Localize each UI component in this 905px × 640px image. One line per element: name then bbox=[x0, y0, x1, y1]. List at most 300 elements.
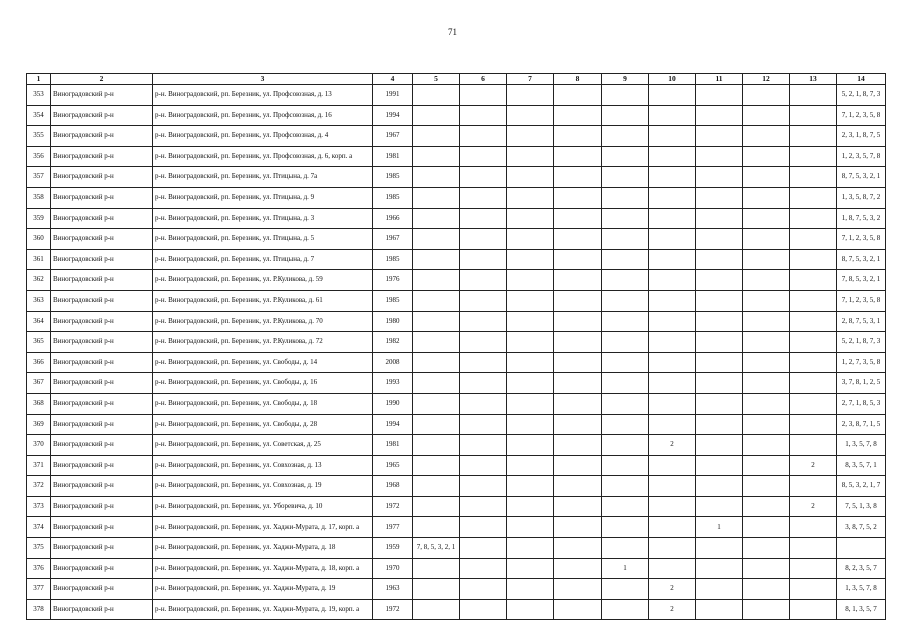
cell-address: р-н. Виноградовский, рп. Березник, ул. Хаджи-Мурата, д. 18 bbox=[153, 538, 373, 559]
cell-col-5 bbox=[413, 435, 460, 456]
cell-col-6 bbox=[460, 476, 507, 497]
table-row bbox=[27, 146, 886, 167]
cell-col-12 bbox=[743, 414, 790, 435]
cell-col-11 bbox=[696, 496, 743, 517]
cell-col-9 bbox=[602, 599, 649, 620]
cell-col-7 bbox=[507, 332, 554, 353]
cell-col-5 bbox=[413, 187, 460, 208]
cell-year: 1981 bbox=[373, 146, 413, 167]
cell-codes: 8, 5, 3, 2, 1, 7 bbox=[837, 476, 886, 497]
cell-row-number: 369 bbox=[27, 414, 51, 435]
cell-col-12 bbox=[743, 538, 790, 559]
cell-row-number: 354 bbox=[27, 105, 51, 126]
cell-col-11 bbox=[696, 414, 743, 435]
cell-col-9 bbox=[602, 435, 649, 456]
cell-col-13 bbox=[790, 476, 837, 497]
cell-col-5 bbox=[413, 352, 460, 373]
cell-col-11 bbox=[696, 599, 743, 620]
cell-col-13 bbox=[790, 229, 837, 250]
table-row bbox=[27, 105, 886, 126]
cell-codes: 3, 7, 8, 1, 2, 5 bbox=[837, 373, 886, 394]
column-header-9: 9 bbox=[602, 74, 649, 85]
cell-col-13 bbox=[790, 373, 837, 394]
cell-address: р-н. Виноградовский, рп. Березник, ул. Профсоюзная, д. 16 bbox=[153, 105, 373, 126]
cell-district: Виноградовский р-н bbox=[51, 332, 153, 353]
cell-col-6 bbox=[460, 393, 507, 414]
cell-col-8 bbox=[554, 579, 602, 600]
cell-col-10 bbox=[649, 311, 696, 332]
table-row bbox=[27, 290, 886, 311]
cell-col-11 bbox=[696, 270, 743, 291]
cell-col-13 bbox=[790, 85, 837, 106]
cell-codes: 1, 2, 7, 3, 5, 8 bbox=[837, 352, 886, 373]
cell-col-8 bbox=[554, 414, 602, 435]
cell-col-12 bbox=[743, 208, 790, 229]
cell-year: 1982 bbox=[373, 332, 413, 353]
table-row bbox=[27, 229, 886, 250]
cell-codes: 5, 2, 1, 8, 7, 3 bbox=[837, 85, 886, 106]
cell-col-10 bbox=[649, 373, 696, 394]
cell-col-5 bbox=[413, 517, 460, 538]
cell-col-11 bbox=[696, 476, 743, 497]
cell-col-5 bbox=[413, 167, 460, 188]
cell-col-9 bbox=[602, 352, 649, 373]
cell-col-6 bbox=[460, 517, 507, 538]
cell-col-5 bbox=[413, 229, 460, 250]
cell-codes: 8, 1, 3, 5, 7 bbox=[837, 599, 886, 620]
cell-col-7 bbox=[507, 538, 554, 559]
cell-col-11 bbox=[696, 85, 743, 106]
cell-col-12 bbox=[743, 332, 790, 353]
cell-col-6 bbox=[460, 249, 507, 270]
cell-col-9 bbox=[602, 229, 649, 250]
cell-col-5 bbox=[413, 599, 460, 620]
cell-col-13 bbox=[790, 352, 837, 373]
cell-row-number: 366 bbox=[27, 352, 51, 373]
cell-address: р-н. Виноградовский, рп. Березник, ул. Р.Куликова, д. 59 bbox=[153, 270, 373, 291]
cell-address: р-н. Виноградовский, рп. Березник, ул. Птицына, д. 7а bbox=[153, 167, 373, 188]
cell-col-10 bbox=[649, 558, 696, 579]
cell-col-8 bbox=[554, 146, 602, 167]
cell-col-11 bbox=[696, 311, 743, 332]
cell-row-number: 364 bbox=[27, 311, 51, 332]
cell-col-13 bbox=[790, 167, 837, 188]
cell-col-10: 2 bbox=[649, 599, 696, 620]
cell-col-8 bbox=[554, 270, 602, 291]
cell-col-5 bbox=[413, 126, 460, 147]
cell-address: р-н. Виноградовский, рп. Березник, ул. Хаджи-Мурата, д. 19, корп. а bbox=[153, 599, 373, 620]
cell-col-13 bbox=[790, 538, 837, 559]
cell-col-13 bbox=[790, 270, 837, 291]
cell-address: р-н. Виноградовский, рп. Березник, ул. Р.Куликова, д. 61 bbox=[153, 290, 373, 311]
cell-col-9: 1 bbox=[602, 558, 649, 579]
cell-codes: 7, 1, 2, 3, 5, 8 bbox=[837, 290, 886, 311]
cell-year: 1967 bbox=[373, 229, 413, 250]
cell-row-number: 378 bbox=[27, 599, 51, 620]
cell-col-8 bbox=[554, 393, 602, 414]
cell-address: р-н. Виноградовский, рп. Березник, ул. Профсоюзная, д. 13 bbox=[153, 85, 373, 106]
cell-col-6 bbox=[460, 290, 507, 311]
cell-district: Виноградовский р-н bbox=[51, 496, 153, 517]
cell-year: 1993 bbox=[373, 373, 413, 394]
table-row bbox=[27, 187, 886, 208]
cell-col-7 bbox=[507, 352, 554, 373]
cell-year: 1963 bbox=[373, 579, 413, 600]
cell-district: Виноградовский р-н bbox=[51, 167, 153, 188]
cell-col-8 bbox=[554, 105, 602, 126]
cell-row-number: 357 bbox=[27, 167, 51, 188]
cell-codes: 2, 3, 8, 7, 1, 5 bbox=[837, 414, 886, 435]
cell-col-9 bbox=[602, 455, 649, 476]
header-row bbox=[27, 74, 886, 85]
cell-col-5 bbox=[413, 373, 460, 394]
cell-col-7 bbox=[507, 229, 554, 250]
cell-col-13 bbox=[790, 599, 837, 620]
cell-col-7 bbox=[507, 126, 554, 147]
cell-district: Виноградовский р-н bbox=[51, 187, 153, 208]
cell-col-13 bbox=[790, 311, 837, 332]
cell-codes: 8, 2, 3, 5, 7 bbox=[837, 558, 886, 579]
cell-codes: 8, 7, 5, 3, 2, 1 bbox=[837, 167, 886, 188]
cell-col-9 bbox=[602, 270, 649, 291]
cell-col-11 bbox=[696, 538, 743, 559]
table-row bbox=[27, 352, 886, 373]
cell-year: 2008 bbox=[373, 352, 413, 373]
column-header-7: 7 bbox=[507, 74, 554, 85]
column-header-5: 5 bbox=[413, 74, 460, 85]
cell-col-8 bbox=[554, 558, 602, 579]
cell-col-5 bbox=[413, 249, 460, 270]
cell-col-6 bbox=[460, 599, 507, 620]
cell-col-11 bbox=[696, 352, 743, 373]
cell-year: 1977 bbox=[373, 517, 413, 538]
table-row bbox=[27, 373, 886, 394]
cell-row-number: 368 bbox=[27, 393, 51, 414]
cell-col-12 bbox=[743, 249, 790, 270]
cell-col-9 bbox=[602, 373, 649, 394]
cell-year: 1968 bbox=[373, 476, 413, 497]
cell-district: Виноградовский р-н bbox=[51, 476, 153, 497]
cell-row-number: 365 bbox=[27, 332, 51, 353]
cell-col-12 bbox=[743, 290, 790, 311]
cell-address: р-н. Виноградовский, рп. Березник, ул. Профсоюзная, д. 4 bbox=[153, 126, 373, 147]
cell-col-6 bbox=[460, 208, 507, 229]
cell-col-12 bbox=[743, 229, 790, 250]
cell-col-11 bbox=[696, 290, 743, 311]
cell-col-10 bbox=[649, 270, 696, 291]
column-header-8: 8 bbox=[554, 74, 602, 85]
cell-col-9 bbox=[602, 249, 649, 270]
cell-col-7 bbox=[507, 85, 554, 106]
cell-codes: 7, 1, 2, 3, 5, 8 bbox=[837, 229, 886, 250]
cell-year: 1985 bbox=[373, 249, 413, 270]
cell-col-6 bbox=[460, 311, 507, 332]
cell-col-10: 2 bbox=[649, 435, 696, 456]
table-row bbox=[27, 167, 886, 188]
cell-col-8 bbox=[554, 352, 602, 373]
cell-codes: 1, 2, 3, 5, 7, 8 bbox=[837, 146, 886, 167]
column-header-3: 3 bbox=[153, 74, 373, 85]
cell-col-5 bbox=[413, 579, 460, 600]
cell-col-12 bbox=[743, 270, 790, 291]
column-header-6: 6 bbox=[460, 74, 507, 85]
cell-col-12 bbox=[743, 105, 790, 126]
cell-col-10 bbox=[649, 187, 696, 208]
cell-col-9 bbox=[602, 290, 649, 311]
table-row bbox=[27, 270, 886, 291]
table-row bbox=[27, 517, 886, 538]
cell-col-13: 2 bbox=[790, 455, 837, 476]
cell-col-8 bbox=[554, 435, 602, 456]
cell-col-7 bbox=[507, 476, 554, 497]
table-row bbox=[27, 208, 886, 229]
cell-year: 1959 bbox=[373, 538, 413, 559]
cell-col-7 bbox=[507, 435, 554, 456]
cell-district: Виноградовский р-н bbox=[51, 558, 153, 579]
column-header-13: 13 bbox=[790, 74, 837, 85]
cell-col-12 bbox=[743, 167, 790, 188]
cell-col-13 bbox=[790, 187, 837, 208]
cell-row-number: 375 bbox=[27, 538, 51, 559]
cell-col-5 bbox=[413, 105, 460, 126]
cell-col-8 bbox=[554, 476, 602, 497]
cell-address: р-н. Виноградовский, рп. Березник, ул. Птицына, д. 7 bbox=[153, 249, 373, 270]
cell-col-9 bbox=[602, 105, 649, 126]
cell-district: Виноградовский р-н bbox=[51, 435, 153, 456]
cell-col-6 bbox=[460, 579, 507, 600]
cell-col-12 bbox=[743, 517, 790, 538]
cell-col-11 bbox=[696, 126, 743, 147]
cell-district: Виноградовский р-н bbox=[51, 517, 153, 538]
cell-col-7 bbox=[507, 373, 554, 394]
table-row bbox=[27, 435, 886, 456]
cell-col-6 bbox=[460, 332, 507, 353]
cell-col-13 bbox=[790, 332, 837, 353]
cell-year: 1985 bbox=[373, 290, 413, 311]
cell-year: 1972 bbox=[373, 496, 413, 517]
cell-district: Виноградовский р-н bbox=[51, 126, 153, 147]
cell-codes: 1, 3, 5, 7, 8 bbox=[837, 579, 886, 600]
cell-district: Виноградовский р-н bbox=[51, 393, 153, 414]
cell-col-12 bbox=[743, 599, 790, 620]
cell-col-11 bbox=[696, 558, 743, 579]
cell-col-5 bbox=[413, 476, 460, 497]
cell-row-number: 361 bbox=[27, 249, 51, 270]
cell-col-6 bbox=[460, 455, 507, 476]
cell-address: р-н. Виноградовский, рп. Березник, ул. Свободы, д. 18 bbox=[153, 393, 373, 414]
cell-year: 1994 bbox=[373, 414, 413, 435]
table-row bbox=[27, 126, 886, 147]
cell-col-8 bbox=[554, 208, 602, 229]
cell-row-number: 356 bbox=[27, 146, 51, 167]
cell-col-6 bbox=[460, 414, 507, 435]
cell-year: 1980 bbox=[373, 311, 413, 332]
cell-col-9 bbox=[602, 311, 649, 332]
cell-col-8 bbox=[554, 538, 602, 559]
cell-col-10 bbox=[649, 126, 696, 147]
table-row bbox=[27, 455, 886, 476]
cell-col-8 bbox=[554, 373, 602, 394]
cell-col-9 bbox=[602, 538, 649, 559]
column-header-1: 1 bbox=[27, 74, 51, 85]
cell-col-12 bbox=[743, 476, 790, 497]
registry-table bbox=[26, 73, 886, 620]
cell-col-8 bbox=[554, 126, 602, 147]
cell-col-13 bbox=[790, 414, 837, 435]
cell-col-7 bbox=[507, 208, 554, 229]
cell-codes: 7, 8, 5, 3, 2, 1 bbox=[837, 270, 886, 291]
column-header-14: 14 bbox=[837, 74, 886, 85]
cell-district: Виноградовский р-н bbox=[51, 599, 153, 620]
page-number: 71 bbox=[448, 27, 457, 37]
cell-row-number: 367 bbox=[27, 373, 51, 394]
cell-col-10 bbox=[649, 85, 696, 106]
cell-col-9 bbox=[602, 332, 649, 353]
cell-col-5 bbox=[413, 85, 460, 106]
column-header-4: 4 bbox=[373, 74, 413, 85]
cell-col-5 bbox=[413, 146, 460, 167]
cell-col-7 bbox=[507, 146, 554, 167]
cell-col-7 bbox=[507, 414, 554, 435]
cell-col-10 bbox=[649, 393, 696, 414]
cell-col-13 bbox=[790, 558, 837, 579]
cell-col-11 bbox=[696, 373, 743, 394]
cell-row-number: 353 bbox=[27, 85, 51, 106]
cell-col-12 bbox=[743, 187, 790, 208]
cell-district: Виноградовский р-н bbox=[51, 270, 153, 291]
cell-row-number: 359 bbox=[27, 208, 51, 229]
cell-col-12 bbox=[743, 85, 790, 106]
cell-col-9 bbox=[602, 496, 649, 517]
cell-year: 1972 bbox=[373, 599, 413, 620]
cell-col-11 bbox=[696, 167, 743, 188]
cell-col-5 bbox=[413, 332, 460, 353]
cell-row-number: 370 bbox=[27, 435, 51, 456]
cell-col-9 bbox=[602, 579, 649, 600]
cell-col-12 bbox=[743, 373, 790, 394]
cell-col-6 bbox=[460, 85, 507, 106]
cell-row-number: 363 bbox=[27, 290, 51, 311]
cell-col-8 bbox=[554, 455, 602, 476]
cell-col-6 bbox=[460, 270, 507, 291]
cell-col-7 bbox=[507, 105, 554, 126]
cell-col-6 bbox=[460, 352, 507, 373]
cell-col-13 bbox=[790, 517, 837, 538]
cell-district: Виноградовский р-н bbox=[51, 290, 153, 311]
cell-col-10 bbox=[649, 146, 696, 167]
cell-col-13 bbox=[790, 579, 837, 600]
cell-codes: 7, 1, 2, 3, 5, 8 bbox=[837, 105, 886, 126]
cell-col-11 bbox=[696, 579, 743, 600]
cell-col-12 bbox=[743, 579, 790, 600]
cell-col-10 bbox=[649, 332, 696, 353]
cell-col-5 bbox=[413, 393, 460, 414]
cell-col-11 bbox=[696, 146, 743, 167]
column-header-10: 10 bbox=[649, 74, 696, 85]
cell-row-number: 362 bbox=[27, 270, 51, 291]
cell-address: р-н. Виноградовский, рп. Березник, ул. Совхозная, д. 13 bbox=[153, 455, 373, 476]
cell-address: р-н. Виноградовский, рп. Березник, ул. Хаджи-Мурата, д. 17, корп. а bbox=[153, 517, 373, 538]
cell-district: Виноградовский р-н bbox=[51, 455, 153, 476]
cell-row-number: 371 bbox=[27, 455, 51, 476]
cell-codes: 5, 2, 1, 8, 7, 3 bbox=[837, 332, 886, 353]
column-header-12: 12 bbox=[743, 74, 790, 85]
cell-col-10 bbox=[649, 208, 696, 229]
table-row bbox=[27, 414, 886, 435]
cell-col-10 bbox=[649, 352, 696, 373]
cell-col-13 bbox=[790, 290, 837, 311]
cell-col-8 bbox=[554, 187, 602, 208]
cell-col-8 bbox=[554, 496, 602, 517]
cell-col-10 bbox=[649, 249, 696, 270]
cell-col-7 bbox=[507, 455, 554, 476]
cell-address: р-н. Виноградовский, рп. Березник, ул. Птицына, д. 3 bbox=[153, 208, 373, 229]
cell-col-7 bbox=[507, 496, 554, 517]
cell-year: 1985 bbox=[373, 167, 413, 188]
cell-col-6 bbox=[460, 126, 507, 147]
cell-col-5 bbox=[413, 558, 460, 579]
cell-col-12 bbox=[743, 352, 790, 373]
cell-col-8 bbox=[554, 332, 602, 353]
cell-col-13 bbox=[790, 208, 837, 229]
cell-district: Виноградовский р-н bbox=[51, 208, 153, 229]
cell-col-12 bbox=[743, 311, 790, 332]
cell-col-8 bbox=[554, 517, 602, 538]
cell-district: Виноградовский р-н bbox=[51, 311, 153, 332]
cell-year: 1965 bbox=[373, 455, 413, 476]
cell-col-6 bbox=[460, 187, 507, 208]
cell-col-12 bbox=[743, 558, 790, 579]
cell-year: 1966 bbox=[373, 208, 413, 229]
cell-year: 1985 bbox=[373, 187, 413, 208]
table-row bbox=[27, 476, 886, 497]
cell-col-13 bbox=[790, 146, 837, 167]
cell-year: 1981 bbox=[373, 435, 413, 456]
cell-codes: 1, 3, 5, 7, 8 bbox=[837, 435, 886, 456]
cell-codes: 8, 3, 5, 7, 1 bbox=[837, 455, 886, 476]
cell-col-11 bbox=[696, 393, 743, 414]
cell-col-5 bbox=[413, 496, 460, 517]
cell-col-12 bbox=[743, 435, 790, 456]
cell-address: р-н. Виноградовский, рп. Березник, ул. Свободы, д. 28 bbox=[153, 414, 373, 435]
cell-codes: 2, 8, 7, 5, 3, 1 bbox=[837, 311, 886, 332]
cell-col-8 bbox=[554, 249, 602, 270]
cell-codes: 3, 8, 7, 5, 2 bbox=[837, 517, 886, 538]
cell-row-number: 374 bbox=[27, 517, 51, 538]
cell-district: Виноградовский р-н bbox=[51, 105, 153, 126]
cell-col-10 bbox=[649, 105, 696, 126]
cell-col-11 bbox=[696, 332, 743, 353]
cell-codes: 7, 5, 1, 3, 8 bbox=[837, 496, 886, 517]
cell-address: р-н. Виноградовский, рп. Березник, ул. Хаджи-Мурата, д. 18, корп. а bbox=[153, 558, 373, 579]
cell-col-5 bbox=[413, 455, 460, 476]
cell-col-9 bbox=[602, 517, 649, 538]
cell-codes: 1, 8, 7, 5, 3, 2 bbox=[837, 208, 886, 229]
cell-col-13 bbox=[790, 249, 837, 270]
cell-col-5 bbox=[413, 208, 460, 229]
cell-col-8 bbox=[554, 85, 602, 106]
cell-col-11 bbox=[696, 229, 743, 250]
cell-col-11 bbox=[696, 249, 743, 270]
cell-district: Виноградовский р-н bbox=[51, 352, 153, 373]
cell-col-11 bbox=[696, 187, 743, 208]
cell-col-6 bbox=[460, 496, 507, 517]
cell-col-10 bbox=[649, 476, 696, 497]
cell-col-10 bbox=[649, 538, 696, 559]
cell-col-12 bbox=[743, 146, 790, 167]
cell-col-9 bbox=[602, 85, 649, 106]
cell-district: Виноградовский р-н bbox=[51, 229, 153, 250]
